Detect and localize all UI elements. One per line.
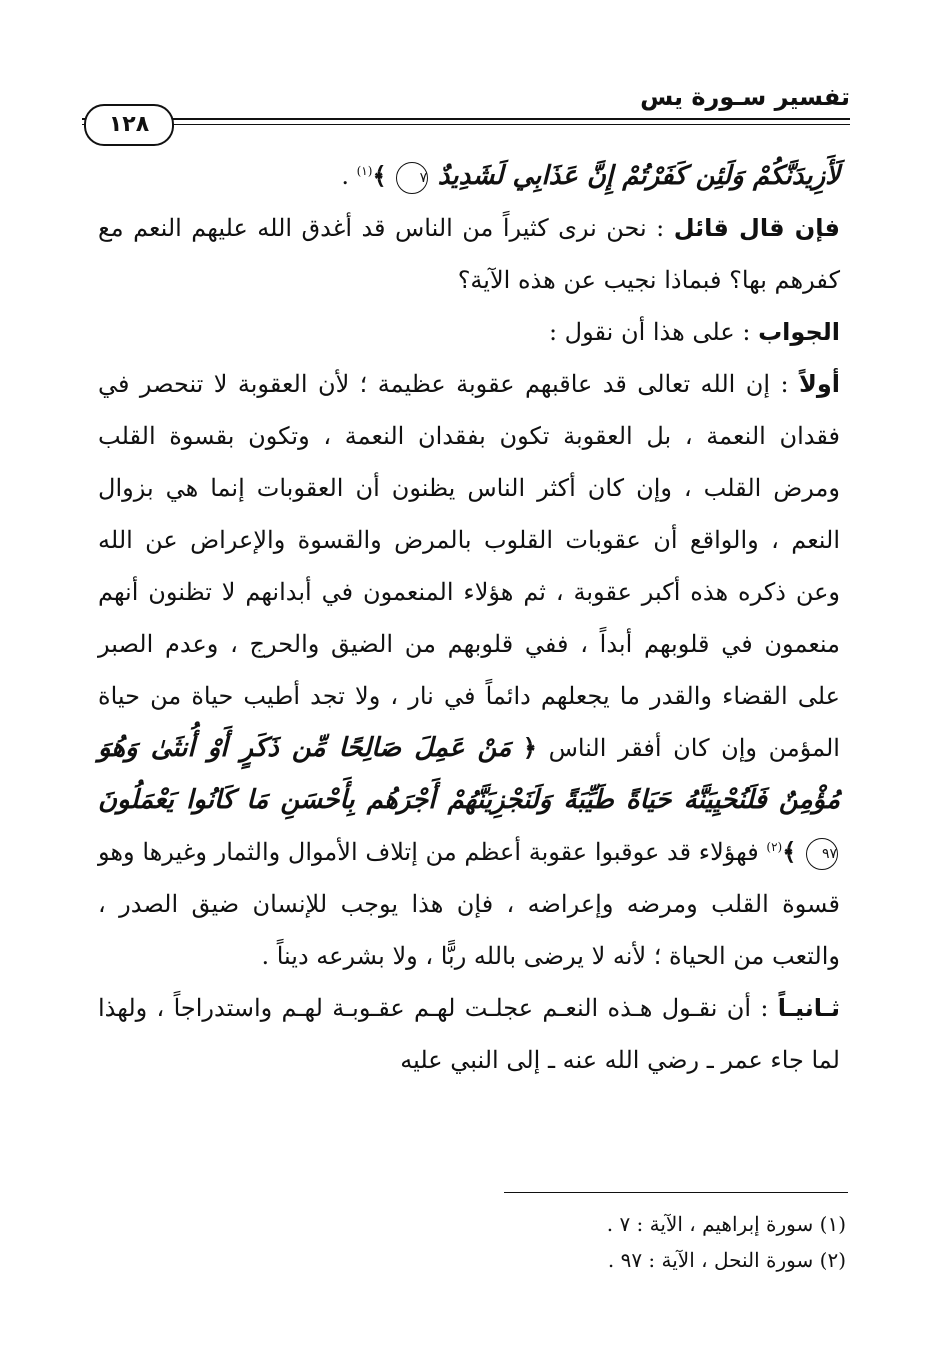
paragraph-lead: فإن قال قائل (673, 214, 840, 242)
paragraph-answer (98, 306, 840, 358)
page-number: ١٢٨ (84, 104, 174, 146)
paragraph-question (98, 202, 840, 306)
paragraph-text-continued: فهؤلاء قد عوقبوا عقوبة أعظم من إتلاف الأموال والثمار وغيرها وهو قسوة القلب ومرضه وإعراضه ، فإن هذا يوجب للإنسان ضيق الصدر ، والتعب من الحياة ؛ لأنه لا يرضى بالله ربًّا ، ولا بشرعه ديناً . (98, 838, 841, 970)
footnote-ref: (٢) (766, 840, 783, 854)
verse-continuation (98, 150, 840, 202)
paragraph-lead: ثـانيـاً (777, 994, 840, 1022)
quran-verse: لَأَزِيدَنَّكُمْ وَلَئِن كَفَرْتُمْ إِنَّ عَذَابِي لَشَدِيدٌ (437, 161, 840, 191)
main-text (98, 150, 840, 1086)
running-title: تفسير سـورة يس (640, 83, 850, 111)
quran-verse: مَنْ عَمِلَ صَالِحًا مِّن ذَكَرٍ أَوْ أُنثَىٰ وَهُوَ مُؤْمِنٌ فَلَنُحْيِيَنَّهُ حَيَاةً طَيِّبَةً وَلَنَجْزِيَنَّهُمْ أَجْرَهُم بِأَحْسَنِ مَا كَانُوا يَعْمَلُونَ (98, 733, 840, 815)
trailing-period: . (341, 162, 349, 190)
paragraph-text: : أن نقـول هـذه النعـم عجلـت لهـم عقـوبـة لهـم واستدراجاً ، ولهذا لما جاء عمر ـ رضي الله عنه ـ إلى النبي عليه (98, 994, 840, 1074)
quran-close-brace: ﴾ (372, 161, 387, 190)
paragraph-lead: أولاً (798, 370, 840, 398)
paragraph-second (98, 982, 840, 1086)
footnote-item: (٢) سورة النحل ، الآية : ٩٧ . (607, 1248, 846, 1272)
footnote-item: (١) سورة إبراهيم ، الآية : ٧ . (606, 1212, 846, 1236)
header-rule-thin (82, 124, 850, 125)
paragraph-text: : نحن نرى كثيراً من الناس قد أغدق الله عليهم النعم مع كفرهم بها؟ فبماذا نجيب عن هذه الآية؟ (98, 214, 840, 294)
paragraph-lead: الجواب (758, 318, 840, 346)
footnote-separator (504, 1192, 848, 1193)
ayah-number-marker: ٩٧ (806, 838, 838, 870)
quran-open-brace: ﴿ (522, 733, 537, 762)
ayah-number-marker: ٧ (396, 162, 428, 194)
header-rule-thick (82, 118, 850, 120)
paragraph-text: : على هذا أن نقول : (548, 318, 751, 346)
footnote-ref: (١) (356, 164, 373, 178)
paragraph-first (98, 358, 840, 982)
quran-close-brace: ﴾ (782, 837, 797, 866)
paragraph-text: : إن الله تعالى قد عاقبهم عقوبة عظيمة ؛ لأن العقوبة لا تنحصر في فقدان النعمة ، بل العقوبة تكون بفقدان النعمة ، وتكون بقسوة القلب ومرض القلب ، وإن كان أكثر الناس يظنون أن العقوبات إنما هي بزوال النعم ، والواقع أن عقوبات القلوب بالمرض والقسوة والإعراض عن الله وعن ذكره هذه أكبر عقوبة ، ثم هؤلاء المنعمون في أبدانهم لا تظنون أنهم منعمون في قلوبهم أبداً ، ففي قلوبهم من الضيق والحرج ، وعدم الصبر على القضاء والقدر ما يجعلهم دائماً في نار ، ولا تجد أطيب حياة من حياة المؤمن وإن كان أفقر الناس (98, 370, 840, 762)
footnotes (246, 1206, 846, 1278)
